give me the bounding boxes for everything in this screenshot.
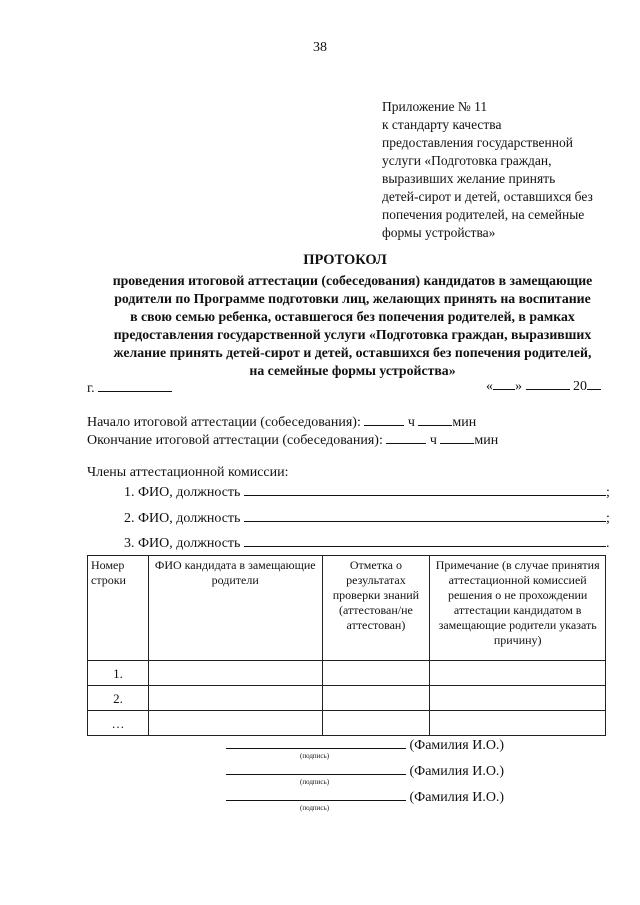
signature-line: [226, 787, 504, 806]
member-blank: [244, 533, 606, 547]
members-label: Члены аттестационной комиссии:: [87, 465, 289, 480]
subtitle-line: предоставления государственной услуги «Подготовка граждан, выразивших: [113, 327, 592, 342]
table-row: [88, 686, 606, 711]
results-table: [87, 555, 606, 736]
subtitle-line: проведения итоговой аттестации (собеседования) кандидатов в замещающие: [112, 273, 593, 288]
start-time-line: [87, 412, 476, 431]
start-label: Начало итоговой аттестации (собеседования):: [87, 415, 361, 430]
signature-blank: [226, 735, 406, 749]
member-line: [124, 482, 610, 501]
appendix-line: к стандарту качества: [382, 117, 502, 132]
row-cell: [148, 686, 322, 711]
subtitle-line: на семейные формы устройства»: [249, 363, 456, 378]
subtitle-line: родители по Программе подготовки лиц, желающих принять на воспитание: [114, 291, 591, 306]
document-subtitle: [80, 272, 625, 380]
appendix-line: формы устройства»: [382, 225, 496, 240]
subtitle-line: в свою семью ребенка, оставшегося без попечения родителей, в рамках: [130, 309, 575, 324]
signature-blank: [226, 787, 406, 801]
date-field: [486, 376, 601, 395]
member-end: .: [605, 536, 610, 551]
table-row: [88, 661, 606, 686]
appendix-line: попечения родителей, на семейные: [382, 207, 585, 222]
end-time-line: [87, 430, 498, 449]
member-label: 3. ФИО, должность: [124, 536, 241, 551]
day-blank: [493, 376, 515, 390]
end-minutes-blank: [440, 430, 474, 444]
row-cell: [148, 661, 322, 686]
signature-line: [226, 761, 504, 780]
appendix-line: выразивших желание принять: [382, 171, 556, 186]
month-blank: [526, 376, 570, 390]
date-close-quote: »: [515, 379, 522, 394]
appendix-line: детей-сирот и детей, оставшихся без: [382, 189, 593, 204]
start-hours-blank: [364, 412, 404, 426]
signature-line: [226, 735, 504, 754]
end-label: Окончание итоговой аттестации (собеседования):: [87, 433, 383, 448]
row-cell: [148, 711, 322, 736]
member-line: [124, 533, 609, 552]
member-label: 1. ФИО, должность: [124, 485, 241, 500]
row-cell: [322, 661, 430, 686]
end-hours-blank: [386, 430, 426, 444]
header-note: Примечание (в случае принятия аттестационной комиссией решения о не прохождении аттестации кандидатом в замещающие родители указать причину): [430, 556, 606, 661]
row-number: 1.: [88, 661, 149, 686]
city-prefix: г.: [87, 381, 95, 396]
start-minutes-unit: мин: [452, 415, 477, 430]
signature-blank: [226, 761, 406, 775]
header-result-mark: Отметка о результатах проверки знаний (аттестован/не аттестован): [322, 556, 430, 661]
signature-caption: (подпись): [300, 804, 330, 812]
row-cell: [322, 711, 430, 736]
member-label: 2. ФИО, должность: [124, 511, 241, 526]
member-blank: [244, 482, 606, 496]
row-cell: [322, 686, 430, 711]
signature-name: (Фамилия И.О.): [409, 764, 505, 779]
end-hours-unit: ч: [429, 433, 437, 448]
appendix-block: [382, 98, 632, 242]
year-blank: [587, 376, 601, 390]
header-candidate-name: ФИО кандидата в замещающие родители: [148, 556, 322, 661]
start-hours-unit: ч: [407, 415, 415, 430]
date-open-quote: «: [486, 379, 493, 394]
header-row-number: Номер строки: [88, 556, 149, 661]
signature-caption: (подпись): [300, 778, 330, 786]
appendix-line: предоставления государственной: [382, 135, 573, 150]
row-cell: [430, 686, 606, 711]
city-field: [87, 378, 172, 397]
row-number: …: [88, 711, 149, 736]
row-cell: [430, 661, 606, 686]
subtitle-line: желание принять детей-сирот и детей, оставшихся без попечения родителей,: [113, 345, 592, 360]
signature-name: (Фамилия И.О.): [409, 790, 505, 805]
start-minutes-blank: [418, 412, 452, 426]
table-header-row: [88, 556, 606, 661]
member-end: ;: [605, 511, 610, 526]
signature-caption: (подпись): [300, 752, 330, 760]
row-cell: [430, 711, 606, 736]
member-line: [124, 508, 610, 527]
year-prefix: 20: [573, 379, 587, 394]
member-blank: [244, 508, 606, 522]
row-number: 2.: [88, 686, 149, 711]
page-number: 38: [313, 40, 327, 55]
member-end: ;: [605, 485, 610, 500]
appendix-line: Приложение № 11: [382, 99, 488, 114]
end-minutes-unit: мин: [474, 433, 499, 448]
table-row: [88, 711, 606, 736]
signature-name: (Фамилия И.О.): [409, 738, 505, 753]
appendix-line: услуги «Подготовка граждан,: [382, 153, 552, 168]
city-blank: [98, 378, 172, 392]
document-title: ПРОТОКОЛ: [303, 252, 387, 268]
